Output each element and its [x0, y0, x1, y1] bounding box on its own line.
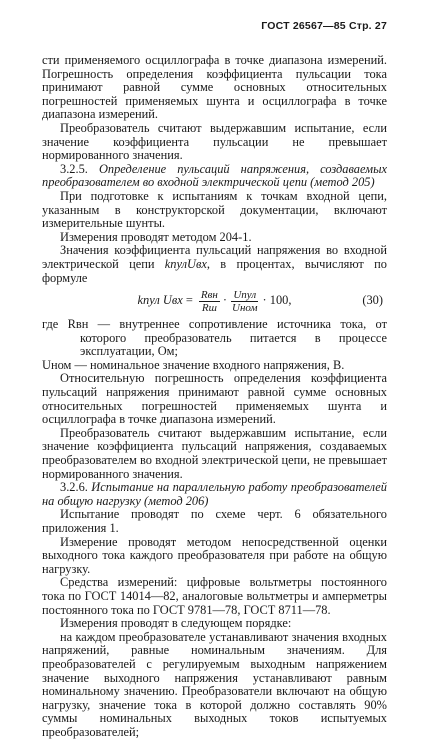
paragraph: Средства измерений: цифровые вольтметры постоянного тока по ГОСТ 14014—82, аналоговые вольтметры и амперметры постоянного тока по ГОСТ 9781—78, ГОСТ 8711—78.: [42, 575, 387, 617]
paragraph: При подготовке к испытаниям к точкам входной цепи, указанным в конструкторской документации, включают измерительные шунты.: [42, 188, 387, 231]
paragraph: сти применяемого осциллографа в точке диапазона измерений. Погрешность определения коэффициента пульсации тока принимают равной сумме основных относительных погрешностей применяемых шунта и осциллографа в точке диапазона измерений.: [42, 53, 387, 122]
paragraph: Преобразователь считают выдержавшим испытание, если значение коэффициента пульсаций напряжения, создаваемых преобразователем во входной электрической цепи, не превышает нормированного значения.: [42, 425, 387, 481]
page-content: [42, 54, 387, 740]
denominator: Uном: [232, 301, 258, 314]
definition-item: где Rвн — внутреннее сопротивление источника тока, от которого преобразователь питается в процессе эксплуатации, Ом;: [42, 317, 387, 359]
section-number: 3.2.6.: [60, 480, 88, 495]
formula-lhs: kпул Uвх: [137, 293, 183, 308]
section-heading-3-2-5: [42, 163, 387, 190]
formula-tail: · 100,: [262, 293, 292, 308]
section-title: Определение пульсаций напряжения, создаваемых преобразователем во входной электрической цепи (метод 205): [42, 161, 387, 190]
page-header: ГОСТ 26567—85 Стр. 27: [261, 20, 387, 32]
paragraph: Преобразователь считают выдержавшим испытание, если значение коэффициента пульсации не превышает нормированного значения.: [42, 120, 387, 163]
fraction-voltage: [230, 289, 260, 314]
text-span: Значения коэффициента пульсаций напряжения во входной электрической цепи: [42, 243, 387, 271]
paragraph: на каждом преобразователе устанавливают значения входных напряжений, равные номинальным значениям. Для преобразователей с регулируемым выходным напряжением значение выходного напряжения устанавливают равным номинальному значению. Преобразователи включают на общую нагрузку, значение тока в которой должно составлять 90% суммы номинальных выходных токов испытуемых преобразователей;: [42, 629, 387, 739]
section-number: 3.2.5.: [60, 161, 88, 176]
symbol-k: kпулUвх: [164, 256, 207, 271]
section-heading-3-2-6: [42, 481, 387, 508]
numerator: Rвн: [200, 288, 218, 301]
formula-number: (30): [362, 293, 383, 308]
paragraph: [42, 244, 387, 285]
section-title: Испытание на параллельную работу преобразователей на общую нагрузку (метод 206): [42, 480, 387, 508]
formula-30: [42, 286, 387, 316]
multiply-sign: ·: [222, 293, 228, 308]
numerator: Uпул: [233, 288, 257, 301]
fraction-resistance: [199, 289, 220, 314]
paragraph: Измерение проводят методом непосредственной оценки выходного тока каждого преобразователя при работе на общую нагрузку.: [42, 534, 387, 576]
paragraph: Измерения проводят методом 204-1.: [60, 229, 252, 244]
text-span: , в процентах, вычисляют по формуле: [42, 256, 387, 285]
paragraph: Относительную погрешность определения коэффициента пульсаций напряжения принимают равной сумме основных относительных погрешностей применяемых шунта и осциллографа в точке диапазона измерений.: [42, 371, 387, 427]
equals-sign: =: [182, 293, 196, 308]
denominator: Rш: [201, 301, 217, 314]
paragraph: Измерения проводят в следующем порядке:: [60, 616, 292, 631]
paragraph: Испытание проводят по схеме черт. 6 обязательного приложения 1.: [42, 507, 387, 535]
definition-item: Uном — номинальное значение входного напряжения, В.: [42, 357, 345, 372]
